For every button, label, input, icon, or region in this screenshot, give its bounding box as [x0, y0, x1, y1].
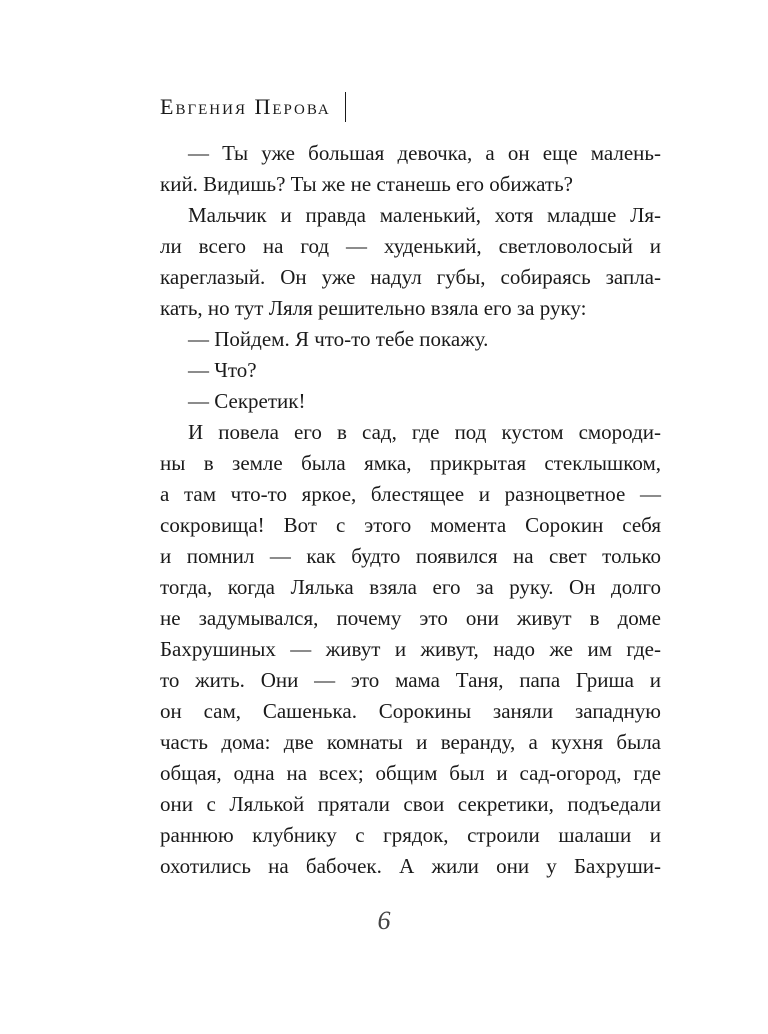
text-line: не задумывался, почему это они живут в доме [160, 606, 661, 630]
text-line: Бахрушиных — живут и живут, надо же им где- [160, 637, 661, 661]
text-line: ны в земле была ямка, прикрытая стеклышком, [160, 451, 661, 475]
text-line: тогда, когда Лялька взяла его за руку. Он долго [160, 575, 661, 599]
text-line: — Секретик! [188, 389, 306, 413]
text-line: а там что-то яркое, блестящее и разноцветное — [160, 482, 661, 506]
text-line: и помнил — как будто появился на свет только [160, 544, 661, 568]
text-line: часть дома: две комнаты и веранду, а кухня была [160, 730, 661, 754]
text-line: раннюю клубнику с грядок, строили шалаши и [160, 823, 661, 847]
text-line: охотились на бабочек. А жили они у Бахруши- [160, 854, 661, 878]
text-line: Мальчик и правда маленький, хотя младше Ля- [188, 203, 661, 227]
text-line: то жить. Они — это мама Таня, папа Гриша и [160, 668, 661, 692]
text-line: кий. Видишь? Ты же не станешь его обижать? [160, 172, 573, 196]
running-head [160, 92, 346, 122]
text-line: И повела его в сад, где под кустом смороди- [188, 420, 661, 444]
page-number: 6 [377, 906, 391, 935]
text-line: он сам, Сашенька. Сорокины заняли западную [160, 699, 661, 723]
text-line: они с Лялькой прятали свои секретики, подъедали [160, 792, 661, 816]
text-line: — Пойдем. Я что-то тебе покажу. [188, 327, 489, 351]
header-divider [345, 92, 347, 122]
text-line: кареглазый. Он уже надул губы, собираясь запла- [160, 265, 661, 289]
author-name: Евгения Перова [160, 94, 331, 119]
text-line: ли всего на год — худенький, светловолосый и [160, 234, 661, 258]
text-line: — Ты уже большая девочка, а он еще малень- [188, 141, 661, 165]
text-line: сокровища! Вот с этого момента Сорокин себя [160, 513, 661, 537]
text-line: кать, но тут Ляля решительно взяла его за руку: [160, 296, 587, 320]
text-line: общая, одна на всех; общим был и сад-огород, где [160, 761, 661, 785]
body-text [160, 138, 661, 882]
text-line: — Что? [188, 358, 257, 382]
